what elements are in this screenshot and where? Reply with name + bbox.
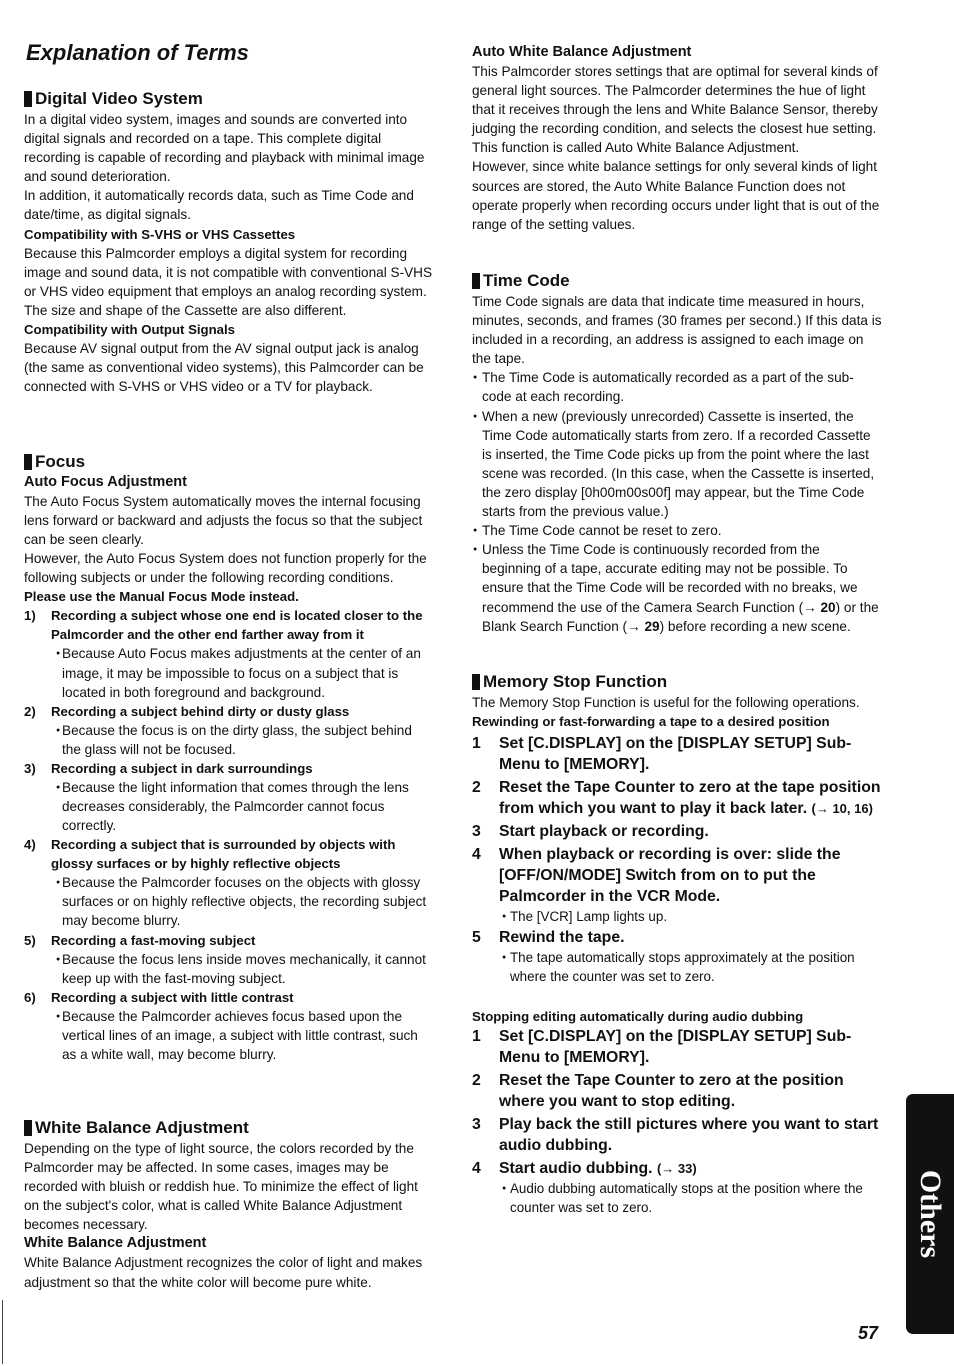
auto-white-balance-section bbox=[472, 43, 882, 234]
focus-item-title: 5) Recording a fast-moving subject bbox=[24, 932, 256, 948]
subheading-rewinding: Rewinding or fast-forwarding a tape to a desired position bbox=[472, 714, 830, 730]
focus-item-text: ● Because the light information that comes through the lens decreases considerably, the Palmcorder cannot focus correctly. bbox=[24, 778, 434, 835]
bullet-item: ● Unless the Time Code is continuously recorded from the beginning of a tape, accurate editing may not be possible. To ensure that the Time Code will be recorded with no breaks, we recommend the use of the Camera Search Function (→ 20) or the Blank Search Function (→ 29) before recording a new scene. bbox=[472, 540, 882, 635]
paragraph: White Balance Adjustment recognizes the color of light and makes adjustment so that the white color will become pure white. bbox=[24, 1255, 423, 1290]
paragraph: The size and shape of the Cassette are also different. bbox=[24, 302, 347, 318]
focus-item-text: ● Because Auto Focus makes adjustments at the center of an image, it may be impossible to focus on a subject that is located in both foreground and background. bbox=[24, 644, 434, 701]
bullet-item: ● The Time Code cannot be reset to zero. bbox=[472, 521, 882, 540]
step-note: ● The tape automatically stops approximately at the position where the counter was set to zero. bbox=[472, 948, 884, 987]
step-note: ● The [VCR] Lamp lights up. bbox=[472, 907, 884, 927]
subheading-compatibility-output: Compatibility with Output Signals bbox=[24, 321, 235, 337]
focus-item-title: 3) Recording a subject in dark surroundings bbox=[24, 760, 313, 776]
step-item: 4 When playback or recording is over: slide the [OFF/ON/MODE] Switch from on to put the Palmcorder in the VCR Mode. bbox=[472, 846, 841, 906]
subheading-auto-focus: Auto Focus Adjustment bbox=[24, 474, 187, 490]
time-code-section bbox=[472, 270, 882, 636]
white-balance-section bbox=[24, 1117, 436, 1292]
paragraph: Time Code signals are data that indicate time measured in hours, minutes, seconds, and frames (30 frames per second.) If this data is included in a recording, an address is assigned to each image on the tape. bbox=[472, 294, 882, 367]
paragraph: Depending on the type of light source, the colors recorded by the Palmcorder may be affected. In some cases, images may be recorded with bluish or reddish hue. To minimize the effect of light on the subject's color, what is called White Balance Adjustment becomes necessary. bbox=[24, 1141, 418, 1233]
focus-item-text: ● Because the focus lens inside moves mechanically, it cannot keep up with the fast-moving subject. bbox=[24, 950, 434, 988]
step-item: 1 Set [C.DISPLAY] on the [DISPLAY SETUP] Sub-Menu to [MEMORY]. bbox=[472, 735, 852, 774]
section-marker-icon bbox=[24, 1120, 32, 1136]
paragraph: This Palmcorder stores settings that are optimal for several kinds of general light sources. The Palmcorder determines the hue of light that it receives through the lens and White Balance Sensor, thereby judging the recording condition, and selects the closest hue setting. This function is called Auto White Balance Adjustment. bbox=[472, 64, 878, 156]
subheading-audio-dubbing: Stopping editing automatically during audio dubbing bbox=[472, 1008, 804, 1024]
focus-item-title: 6) Recording a subject with little contrast bbox=[24, 989, 294, 1005]
paragraph: Because this Palmcorder employs a digital system for recording image and sound data, it is not compatible with conventional S-VHS or VHS video equipment that employs an analog recording system. bbox=[24, 245, 433, 299]
focus-section bbox=[24, 451, 434, 1064]
bullet-item: ● When a new (previously unrecorded) Cassette is inserted, the Time Code automatically starts from zero. If a recorded Cassette is inserted, the Time Code picks up from the point where the last scene was recorded. (In this case, when the Cassette is inserted, the zero display [0h00m00s00f] may appear, but the Time Code starts from the previous value.) bbox=[472, 407, 882, 522]
subheading-white-balance: White Balance Adjustment bbox=[24, 1235, 207, 1252]
step-item: 2 Reset the Tape Counter to zero at the tape position from which you want to play it back later. (→ 10, 16) bbox=[472, 779, 881, 818]
section-tab-others bbox=[906, 1094, 954, 1334]
focus-item-text: ● Because the Palmcorder focuses on the objects with glossy surfaces or on highly reflective objects, the recording subject may become blurry. bbox=[24, 873, 434, 930]
step-item: 1 Set [C.DISPLAY] on the [DISPLAY SETUP] Sub-Menu to [MEMORY]. bbox=[472, 1027, 852, 1066]
section-tab-label: Others bbox=[914, 1169, 948, 1259]
step-item: 4 Start audio dubbing. (→ 33) bbox=[472, 1159, 697, 1177]
section-heading-memory-stop: Memory Stop Function bbox=[472, 671, 884, 693]
section-heading-white-balance: White Balance Adjustment bbox=[24, 1117, 436, 1139]
paragraph: In addition, it automatically records data, such as Time Code and date/time, as digital signals. bbox=[24, 188, 414, 223]
paragraph: In a digital video system, images and sounds are converted into digital signals and recorded on a tape. This complete digital recording is capable of recording and playback with minimal image and sound deterioration. bbox=[24, 112, 425, 185]
subheading-compatibility-cassettes: Compatibility with S-VHS or VHS Cassettes bbox=[24, 226, 296, 242]
paragraph: The Memory Stop Function is useful for the following operations. bbox=[472, 695, 860, 710]
section-heading-focus: Focus bbox=[24, 451, 434, 473]
focus-item-title: 2) Recording a subject behind dirty or dusty glass bbox=[24, 703, 350, 719]
digital-video-section bbox=[24, 88, 434, 396]
step-item: 3 Start playback or recording. bbox=[472, 823, 709, 841]
section-marker-icon bbox=[472, 674, 480, 690]
focus-item-text: ● Because the focus is on the dirty glass, the subject behind the glass will not be focused. bbox=[24, 721, 434, 759]
margin-line bbox=[2, 1300, 3, 1364]
memory-stop-section bbox=[472, 671, 884, 1218]
page-reference: (→ 33) bbox=[656, 1160, 697, 1176]
section-marker-icon bbox=[24, 454, 32, 470]
page-reference: → 29 bbox=[627, 618, 660, 634]
bullet-item: ● The Time Code is automatically recorded as a part of the sub-code at each recording. bbox=[472, 368, 882, 406]
focus-item-title: 4) Recording a subject that is surrounded by objects with glossy surfaces or by highly reflective objects bbox=[24, 837, 396, 872]
page-title: Explanation of Terms bbox=[26, 40, 249, 65]
page-reference: → 20 bbox=[803, 599, 836, 615]
focus-item-text: ● Because the Palmcorder achieves focus based upon the vertical lines of an image, a subject with little contrast, such as a white wall, may become blurry. bbox=[24, 1007, 434, 1064]
page-reference: (→ 10, 16) bbox=[811, 801, 873, 817]
paragraph: However, since white balance settings for only several kinds of light sources are stored, the Auto White Balance Function does not operate properly when recording occurs under light that is out of the range of the setting values. bbox=[472, 159, 880, 232]
step-item: 2 Reset the Tape Counter to zero at the position where you want to stop editing. bbox=[472, 1071, 844, 1110]
section-heading-digital-video: Digital Video System bbox=[24, 88, 434, 110]
step-note: ● Audio dubbing automatically stops at the position where the counter was set to zero. bbox=[472, 1179, 884, 1218]
step-item: 3 Play back the still pictures where you want to start audio dubbing. bbox=[472, 1115, 879, 1154]
manual-focus-note: Please use the Manual Focus Mode instead. bbox=[24, 589, 299, 605]
section-marker-icon bbox=[472, 273, 480, 289]
paragraph: Because AV signal output from the AV signal output jack is analog (the same as conventional video systems), this Palmcorder can be connected with S-VHS or VHS video or a TV for playback. bbox=[24, 340, 424, 395]
focus-item-title: 1) Recording a subject whose one end is located closer to the Palmcorder and the other end farther away from it bbox=[24, 608, 423, 643]
step-item: 5 Rewind the tape. bbox=[472, 928, 625, 946]
section-heading-time-code: Time Code bbox=[472, 270, 882, 292]
paragraph: However, the Auto Focus System does not function properly for the following subjects or under the following recording conditions. bbox=[24, 551, 427, 586]
subheading-auto-white-balance: Auto White Balance Adjustment bbox=[472, 44, 692, 60]
page-number: 57 bbox=[858, 1323, 879, 1343]
section-marker-icon bbox=[24, 91, 32, 107]
paragraph: The Auto Focus System automatically moves the internal focusing lens forward or backward and adjusts the focus so that the subject can be seen clearly. bbox=[24, 494, 423, 548]
